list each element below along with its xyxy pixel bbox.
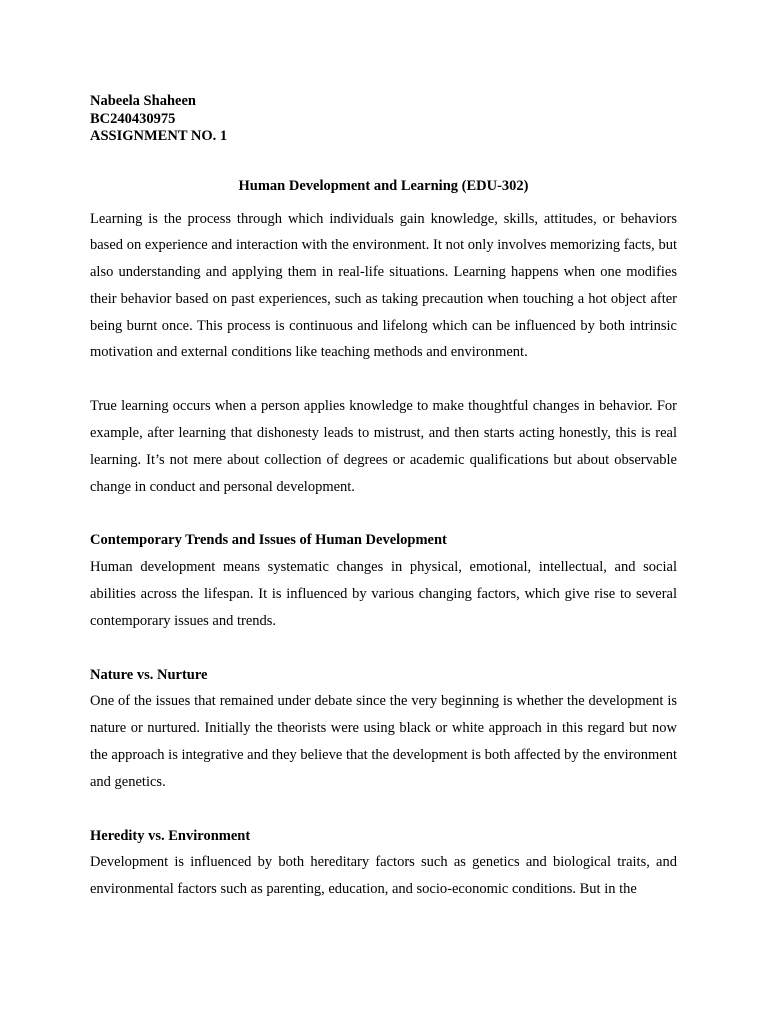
section-body-heredity-vs-environment: Development is influenced by both hereditary factors such as genetics and biological traits, and environmental factors such as parenting, education, and socio-economic conditions. But in the bbox=[90, 854, 677, 898]
paragraph-learning-definition: Learning is the process through which individuals gain knowledge, skills, attitudes, or behaviors based on experience and interaction with the environment. It not only involves memorizing facts, but also understanding and applying them in real-life situations. Learning happens when one modifies their behavior based on past experiences, such as taking precaution when touching a hot object after being burnt once. This process is continuous and lifelong which can be influenced by both intrinsic motivation and external conditions like teaching methods and environment. bbox=[90, 210, 677, 361]
document-title: Human Development and Learning (EDU-302) bbox=[238, 177, 529, 194]
assignment-number: ASSIGNMENT NO. 1 bbox=[90, 128, 228, 144]
paragraph-true-learning: True learning occurs when a person applies knowledge to make thoughtful changes in behavior. For example, after learning that dishonesty leads to mistrust, and then starts acting honestly, this is real learning. It’s not mere about collection of degrees or academic qualifications but about observable change in conduct and personal development. bbox=[90, 398, 677, 495]
student-id: BC240430975 bbox=[90, 110, 176, 127]
document-page bbox=[90, 93, 677, 903]
section-body-contemporary-trends: Human development means systematic changes in physical, emotional, intellectual, and social abilities across the lifespan. It is influenced by various changing factors, which give rise to several contemporary issues and trends. bbox=[90, 559, 677, 629]
author-block bbox=[90, 93, 677, 146]
author-name: Nabeela Shaheen bbox=[90, 93, 196, 109]
section-heading-contemporary-trends: Contemporary Trends and Issues of Human Development bbox=[90, 532, 447, 549]
section-heading-heredity-vs-environment: Heredity vs. Environment bbox=[90, 827, 251, 844]
section-heading-nature-vs-nurture: Nature vs. Nurture bbox=[90, 666, 208, 683]
section-body-nature-vs-nurture: One of the issues that remained under debate since the very beginning is whether the development is nature or nurtured. Initially the theorists were using black or white approach in this regard but now the approach is integrative and they believe that the development is both affected by the environment and genetics. bbox=[90, 693, 677, 790]
